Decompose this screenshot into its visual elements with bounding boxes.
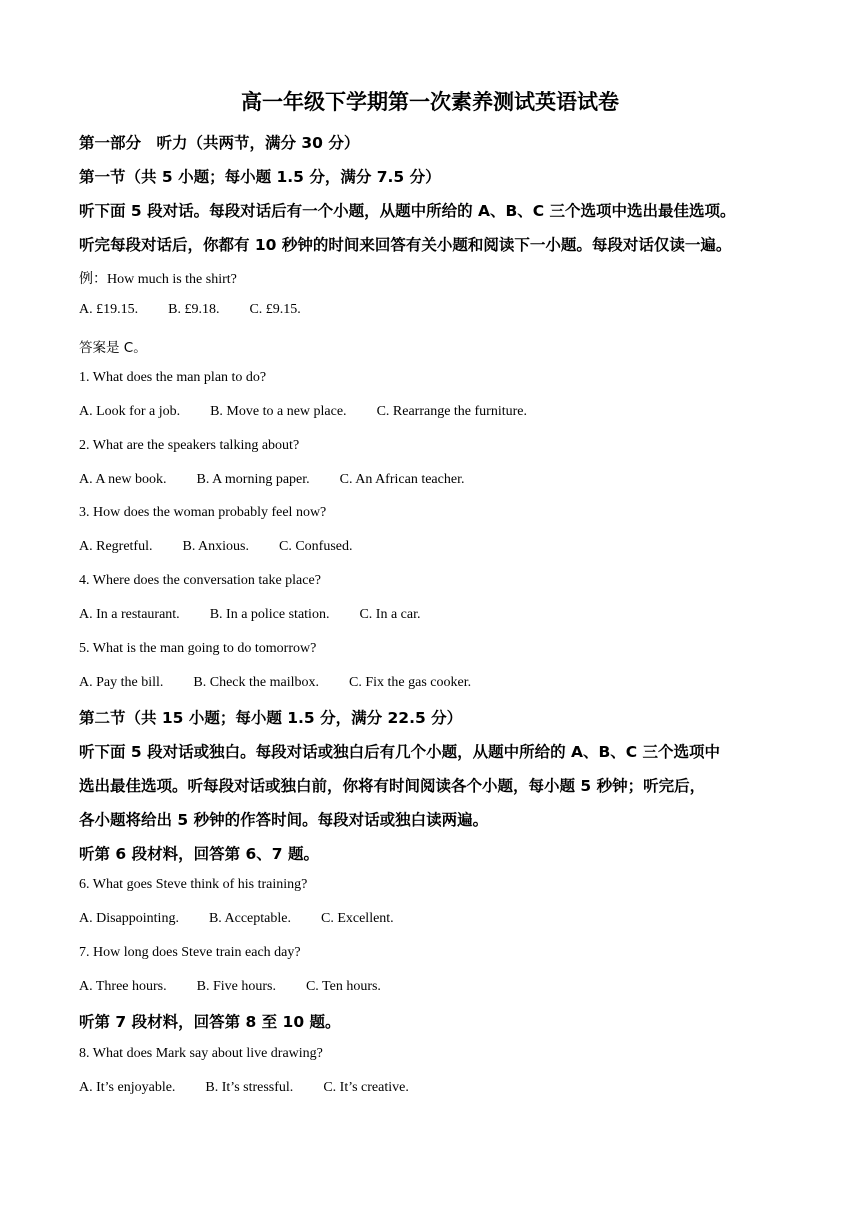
option-c: C. Fix the gas cooker. (348, 675, 472, 690)
exam-title: 高一年级下学期第一次素养测试英语试卷 (241, 90, 619, 114)
option-c: C. An African teacher. (339, 472, 465, 487)
question-5: 5. What is the man going to do tomorrow? (79, 641, 317, 656)
option-b: B. Check the mailbox. (193, 675, 319, 690)
option-c: C. Rearrange the furniture. (376, 404, 528, 419)
option-b: B. It’s stressful. (205, 1080, 294, 1095)
section2-instruction-2: 选出最佳选项。听每段对话或独白前，你将有时间阅读各个小题，每小题 5 秒钟；听完后， (79, 777, 706, 795)
option-b: B. £9.18. (168, 302, 220, 317)
option-b: B. In a police station. (209, 607, 330, 622)
question-7: 7. How long does Steve train each day? (79, 945, 301, 960)
option-a: A. £19.15. (79, 302, 139, 317)
question-5-options (79, 675, 471, 691)
question-8: 8. What does Mark say about live drawing? (79, 1046, 323, 1061)
section2-instruction-1: 听下面 5 段对话或独白。每段对话或独白后有几个小题，从题中所给的 A、B、C 三个选项中 (79, 743, 721, 761)
material-7-heading: 听第 7 段材料，回答第 8 至 10 题。 (79, 1013, 341, 1031)
question-1-options (79, 404, 527, 420)
question-7-options (79, 979, 381, 995)
section2-heading: 第二节（共 15 小题；每小题 1.5 分，满分 22.5 分） (79, 709, 463, 727)
option-a: A. Look for a job. (79, 404, 181, 419)
section1-heading: 第一节（共 5 小题；每小题 1.5 分，满分 7.5 分） (79, 168, 441, 186)
material-6-heading: 听第 6 段材料，回答第 6、7 题。 (79, 845, 319, 863)
question-2: 2. What are the speakers talking about? (79, 438, 300, 453)
option-c: C. It’s creative. (323, 1080, 409, 1095)
option-c: C. Excellent. (320, 911, 394, 926)
question-4-options (79, 607, 420, 623)
option-a: A. Pay the bill. (79, 675, 164, 690)
example-question: 例：How much is the shirt? (79, 272, 237, 287)
section2-instruction-3: 各小题将给出 5 秒钟的作答时间。每段对话或独白读两遍。 (79, 811, 489, 829)
question-6: 6. What goes Steve think of his training? (79, 877, 308, 892)
question-6-options (79, 911, 394, 927)
option-a: A. It’s enjoyable. (79, 1080, 176, 1095)
section1-instruction-2: 听完每段对话后，你都有 10 秒钟的时间来回答有关小题和阅读下一小题。每段对话仅读一遍。 (79, 236, 732, 254)
question-8-options (79, 1080, 409, 1096)
example-options (79, 302, 301, 318)
question-1: 1. What does the man plan to do? (79, 370, 267, 385)
question-3: 3. How does the woman probably feel now? (79, 505, 327, 520)
part1-heading: 第一部分 听力（共两节，满分 30 分） (79, 134, 360, 152)
option-a: A. A new book. (79, 472, 167, 487)
option-a: A. Disappointing. (79, 911, 179, 926)
option-b: B. Five hours. (196, 979, 276, 994)
option-a: A. Three hours. (79, 979, 167, 994)
option-b: B. Acceptable. (208, 911, 291, 926)
option-a: A. Regretful. (79, 539, 153, 554)
option-b: B. Anxious. (182, 539, 249, 554)
question-2-options (79, 472, 464, 488)
option-c: C. Ten hours. (305, 979, 381, 994)
option-c: C. £9.15. (249, 302, 301, 317)
option-b: B. Move to a new place. (210, 404, 347, 419)
option-b: B. A morning paper. (196, 472, 310, 487)
section1-instruction-1: 听下面 5 段对话。每段对话后有一个小题，从题中所给的 A、B、C 三个选项中选出最佳选项。 (79, 202, 736, 220)
option-a: A. In a restaurant. (79, 607, 180, 622)
option-c: C. Confused. (279, 539, 353, 554)
option-c: C. In a car. (359, 607, 421, 622)
example-answer: 答案是 C。 (79, 340, 147, 356)
question-3-options (79, 539, 353, 555)
question-4: 4. Where does the conversation take place? (79, 573, 321, 588)
